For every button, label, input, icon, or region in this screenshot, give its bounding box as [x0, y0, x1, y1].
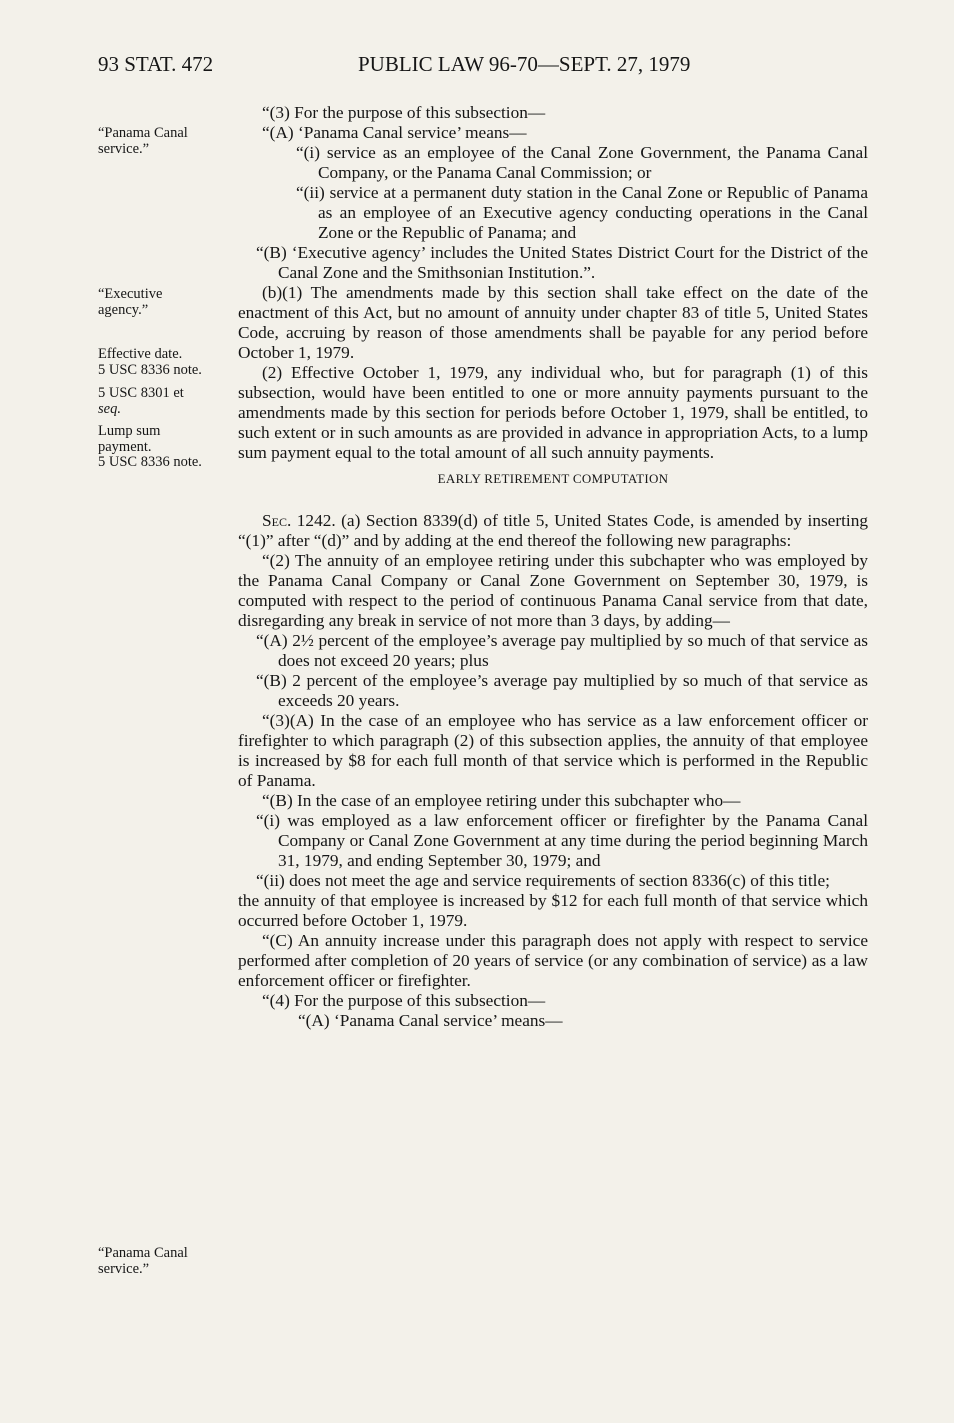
paragraph-2: “(2) The annuity of an employee retiring under this subchapter who was employed by the Panama Canal Company or Canal Zone Government on September 30, 1979, is computed with respect to the period of continuous Panama Canal service from that date, disregarding any break in service of not more than 3 days, by adding—	[238, 551, 868, 630]
clause-i: “(i) service as an employee of the Canal Zone Government, the Panama Canal Company, or the Panama Canal Commission; or	[296, 143, 868, 182]
subsection-b1: (b)(1) The amendments made by this section shall take effect on the date of the enactment of this Act, but no amount of annuity under chapter 83 of title 5, United States Code, accruing by reason of those amendments shall be payable for any period before October 1, 1979.	[238, 283, 868, 362]
paragraph-4A: “(A) ‘Panama Canal service’ means—	[298, 1011, 563, 1030]
margin-note-5-usc-8301: 5 USC 8301 et seq.	[98, 385, 184, 417]
annuity-increase-text: the annuity of that employee is increased by $12 for each full month of that service which occurred before October 1, 1979.	[238, 891, 868, 930]
margin-note-effective-date: Effective date. 5 USC 8336 note.	[98, 346, 202, 378]
subsection-b2: (2) Effective October 1, 1979, any individual who, but for paragraph (1) of this subsection, would have been entitled to one or more annuity payments pursuant to the amendments made by this section for periods before October 1, 1979, shall be entitled, to such extent or in such amounts as are provided in advance in appropriation Acts, to a lump sum payment equal to the total amount of all such annuity payments.	[238, 363, 868, 462]
statute-page-number: 93 STAT. 472	[98, 52, 214, 76]
section-1242-intro: Sec. 1242. (a) Section 8339(d) of title 5, United States Code, is amended by inserting “(1)” after “(d)” and by adding at the end thereof the following new paragraphs:	[238, 511, 868, 550]
paragraph-2B: “(B) 2 percent of the employee’s average pay multiplied by so much of that service as exceeds 20 years.	[256, 671, 868, 710]
section-heading: EARLY RETIREMENT COMPUTATION	[437, 471, 669, 486]
paragraph-3B: “(B) ‘Executive agency’ includes the United States District Court for the District of the Canal Zone and the Smithsonian Institution.”.	[256, 243, 868, 282]
paragraph-2A: “(A) 2½ percent of the employee’s average pay multiplied by so much of that service as does not exceed 20 years; plus	[256, 631, 868, 670]
paragraph-3C-new: “(C) An annuity increase under this paragraph does not apply with respect to service performed after completion of 20 years of service (or any combination of service) as a law enforcement officer or firefighter.	[238, 931, 868, 990]
clause-ii: “(ii) service at a permanent duty station in the Canal Zone or Republic of Panama as an employee of an Executive agency conducting operations in the Canal Zone or the Republic of Panama; and	[296, 183, 868, 242]
margin-note-lump-sum: Lump sum payment. 5 USC 8336 note.	[98, 423, 202, 470]
statute-body	[238, 103, 868, 1031]
paragraph-3: “(3) For the purpose of this subsection—	[262, 103, 546, 122]
margin-note-panama-canal-service-2: “Panama Canal service.”	[98, 1245, 188, 1277]
page-header	[98, 52, 894, 88]
paragraph-3A: “(A) ‘Panama Canal service’ means—	[262, 123, 527, 142]
clause-i-new: “(i) was employed as a law enforcement officer or firefighter by the Panama Canal Company or Canal Zone Government at any time during the period beginning March 31, 1979, and ending September 30, 1979; and	[256, 811, 868, 870]
section-label: Sec.	[262, 511, 292, 530]
running-head: PUBLIC LAW 96-70—SEPT. 27, 1979	[358, 52, 691, 76]
paragraph-4: “(4) For the purpose of this subsection—	[262, 991, 546, 1010]
margin-note-executive-agency: “Executive agency.”	[98, 286, 163, 318]
margin-note-panama-canal-service: “Panama Canal service.”	[98, 125, 188, 157]
paragraph-3B-new: “(B) In the case of an employee retiring under this subchapter who—	[262, 791, 741, 810]
paragraph-3A-new: “(3)(A) In the case of an employee who has service as a law enforcement officer or firefighter to which paragraph (2) of this subsection applies, the annuity of that employee is increased by $8 for each full month of that service which is performed in the Republic of Panama.	[238, 711, 868, 790]
clause-ii-new: “(ii) does not meet the age and service requirements of section 8336(c) of this title;	[256, 871, 830, 890]
